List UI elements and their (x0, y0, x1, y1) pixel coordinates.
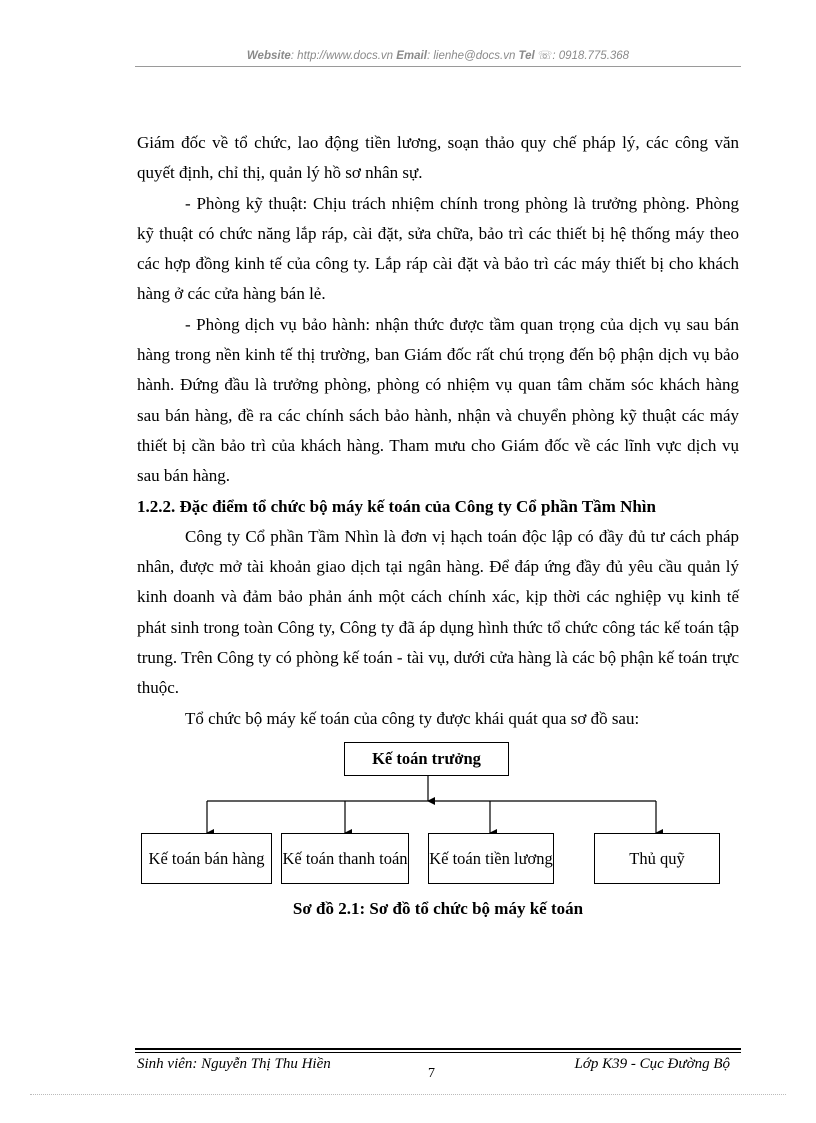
footer-student: Sinh viên: Nguyễn Thị Thu Hiền (137, 1056, 331, 1072)
node-treasurer: Thủ quỹ (594, 833, 720, 884)
footer-rule-thin (135, 1052, 741, 1053)
email-label: Email (396, 50, 427, 62)
header-rule (135, 66, 741, 67)
paragraph-5: Tổ chức bộ máy kế toán của công ty được khái quát qua sơ đồ sau: (185, 708, 640, 728)
tel-label: Tel (518, 50, 535, 62)
phone-icon: ☏ (537, 50, 553, 62)
footer-class: Lớp K39 - Cục Đường Bộ (574, 1056, 730, 1072)
paragraph-4: Công ty Cổ phần Tầm Nhìn là đơn vị hạch toán độc lập có đầy đủ tư cách pháp nhân, được mở tài khoản giao dịch tại ngân hàng. Để đáp ứng đầy đủ yêu cầu quản lý kinh doanh và đảm bảo phản ánh một cách chính xác, kịp thời các nghiệp vụ kinh tế phát sinh trong toàn Công ty, Công ty đã áp dụng hình thức tổ chức công tác kế toán tập trung. Trên Công ty có phòng kế toán - tài vụ, dưới cửa hàng là các bộ phận kế toán trực thuộc. (137, 526, 739, 698)
node-sales-accountant: Kế toán bán hàng (141, 833, 272, 884)
tel-value: : 0918.775.368 (552, 50, 630, 62)
page-number: 7 (428, 1066, 435, 1081)
page-bottom-dotted-line (30, 1094, 786, 1095)
paragraph-2: - Phòng kỹ thuật: Chịu trách nhiệm chính trong phòng là trưởng phòng. Phòng kỹ thuật có chức năng lắp ráp, cài đặt, sửa chữa, bảo trì các thiết bị hệ thống máy theo các hợp đồng kinh tế của công ty. Lắp ráp cài đặt và bảo trì các máy thiết bị cho khách hàng ở các cửa hàng bán lẻ. (137, 193, 739, 304)
page-header (135, 48, 741, 64)
node-chief-accountant: Kế toán trưởng (344, 742, 509, 776)
email-value: : lienhe@docs.vn (426, 50, 516, 62)
diagram-caption: Sơ đồ 2.1: Sơ đồ tổ chức bộ máy kế toán (292, 899, 584, 918)
paragraph-3: - Phòng dịch vụ bảo hành: nhận thức được tầm quan trọng của dịch vụ sau bán hàng trong nền kinh tế thị trường, ban Giám đốc rất chú trọng đến bộ phận dịch vụ bảo hành. Đứng đầu là trưởng phòng, phòng có nhiệm vụ quan tâm chăm sóc khách hàng sau bán hàng, đề ra các chính sách bảo hành, nhận và chuyển phòng kỹ thuật các máy thiết bị cần bảo trì của khách hàng. Tham mưu cho Giám đốc về các lĩnh vực dịch vụ sau bán hàng. (137, 314, 739, 486)
section-heading: 1.2.2. Đặc điểm tổ chức bộ máy kế toán của Công ty Cổ phần Tầm Nhìn (137, 496, 656, 516)
document-body (137, 128, 739, 734)
node-payment-accountant: Kế toán thanh toán (281, 833, 409, 884)
footer-rule (135, 1048, 741, 1050)
paragraph-1: Giám đốc về tổ chức, lao động tiền lương, soạn thảo quy chế pháp lý, các công văn quyết định, chỉ thị, quản lý hồ sơ nhân sự. (137, 133, 739, 183)
website-label: Website (246, 50, 291, 62)
website-value: : http://www.docs.vn (290, 50, 394, 62)
node-payroll-accountant: Kế toán tiền lương (428, 833, 554, 884)
